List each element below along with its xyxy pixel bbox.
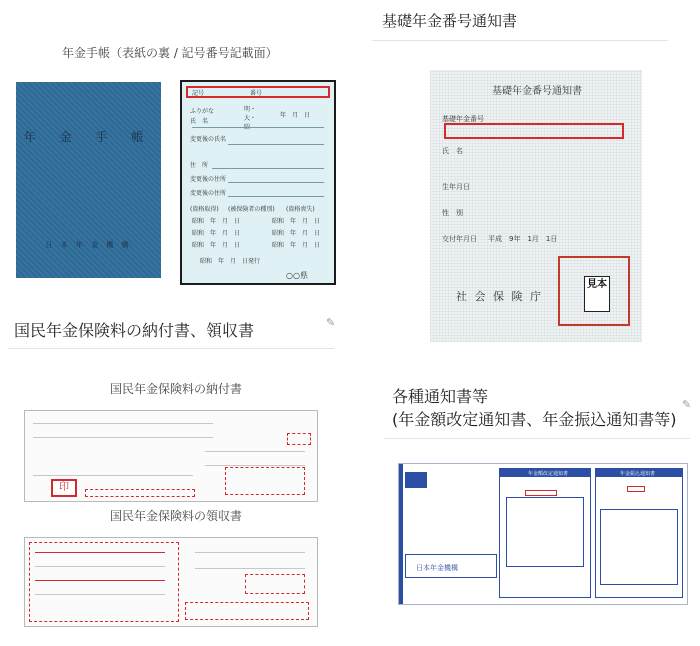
left-title: 年金額改定通知書	[528, 471, 569, 477]
nenkin-techo-inner-page	[180, 80, 336, 285]
caption-nofu: 国民年金保険料の納付書	[110, 382, 243, 396]
heading-kiso-nenkin: 基礎年金番号通知書	[382, 12, 518, 30]
highlight-box	[287, 433, 311, 445]
row-showa-3: 昭和 年 月 日	[192, 242, 241, 249]
label-jusho3: 変更後の住所	[190, 190, 227, 197]
caption-ryoshu: 国民年金保険料の領収書	[110, 509, 243, 523]
row-showa-2: 昭和 年 月 日	[192, 230, 241, 237]
label-jusho: 住 所	[190, 162, 209, 169]
label-name: 氏 名	[442, 147, 463, 155]
heading-kokumin-nenkin: 国民年金保険料の納付書、領収書	[14, 321, 255, 340]
label-number: 基礎年金番号	[442, 115, 484, 123]
nenkin-techo-cover	[16, 82, 161, 278]
cover-title: 年 金 手 帳	[23, 130, 154, 144]
highlight-box	[185, 602, 309, 620]
nofusho-image	[24, 410, 318, 502]
label-birth: 生年月日	[442, 183, 470, 191]
org-name-box	[405, 554, 497, 578]
label-era: 明・大・	[244, 106, 257, 122]
heading-kakushu-line1: 各種通知書等	[392, 387, 489, 406]
official-seal	[558, 256, 630, 326]
label-issue: 交付年月日	[442, 235, 477, 243]
cover-publisher: 日 本 年 金 機 構	[45, 241, 132, 249]
divider	[372, 40, 668, 41]
highlight-box	[29, 542, 179, 622]
inkan-stamp: 印	[51, 479, 77, 497]
org-name: 日本年金機構	[416, 564, 458, 572]
pencil-icon[interactable]: ✎	[326, 316, 336, 329]
doc-title: 基礎年金番号通知書	[492, 86, 582, 97]
label-birth: 年 月 日	[280, 112, 311, 119]
kakushu-notice-image	[398, 463, 688, 605]
heading-kakushu-line2: (年金額改定通知書、年金振込通知書等)	[392, 410, 677, 429]
label-jusho2: 変更後の住所	[190, 176, 227, 183]
caption-nenkin-techo: 年金手帳（表紙の裏 / 記号番号記載面）	[62, 46, 278, 60]
label-soshitsu: (資格喪失)	[286, 206, 315, 213]
label-bango: 番号	[250, 90, 263, 97]
highlight-box	[245, 574, 305, 594]
row-showa-1b: 昭和 年 月 日	[272, 218, 321, 225]
highlight-box	[225, 467, 305, 495]
ryoshusho-image	[24, 537, 318, 627]
label-hihokensha: (被保険者の種別)	[228, 206, 275, 213]
divider	[384, 438, 690, 439]
left-notice	[499, 468, 591, 598]
label-issue: 昭和 年 月 日発行	[200, 258, 261, 265]
label-shikaku: (資格取得)	[190, 206, 219, 213]
row-showa-1: 昭和 年 月 日	[192, 218, 241, 225]
right-title: 年金振込通知書	[620, 471, 656, 477]
highlight-box	[627, 486, 645, 492]
highlight-box	[525, 490, 557, 496]
sample-stamp: 見本	[584, 276, 610, 312]
label-henkogo: 変更後の氏名	[190, 136, 227, 143]
logo-block	[405, 472, 427, 488]
row-showa-3b: 昭和 年 月 日	[272, 242, 321, 249]
label-ken: ○○県	[286, 271, 308, 280]
row-showa-2b: 昭和 年 月 日	[272, 230, 321, 237]
label-sex: 性 別	[442, 209, 463, 217]
issuer: 社 会 保 険 庁	[456, 290, 543, 303]
label-kigo: 記号	[192, 90, 205, 97]
highlight-number-box	[444, 123, 624, 139]
issue-date: 平成 9年 1月 1日	[488, 235, 558, 243]
label-shimei: 氏 名	[190, 118, 209, 125]
divider	[8, 348, 334, 349]
kiso-nenkin-notice-image	[430, 70, 642, 342]
highlight-box	[85, 489, 195, 497]
label-furigana: ふりがな	[190, 108, 215, 115]
pencil-icon[interactable]: ✎	[682, 398, 692, 411]
